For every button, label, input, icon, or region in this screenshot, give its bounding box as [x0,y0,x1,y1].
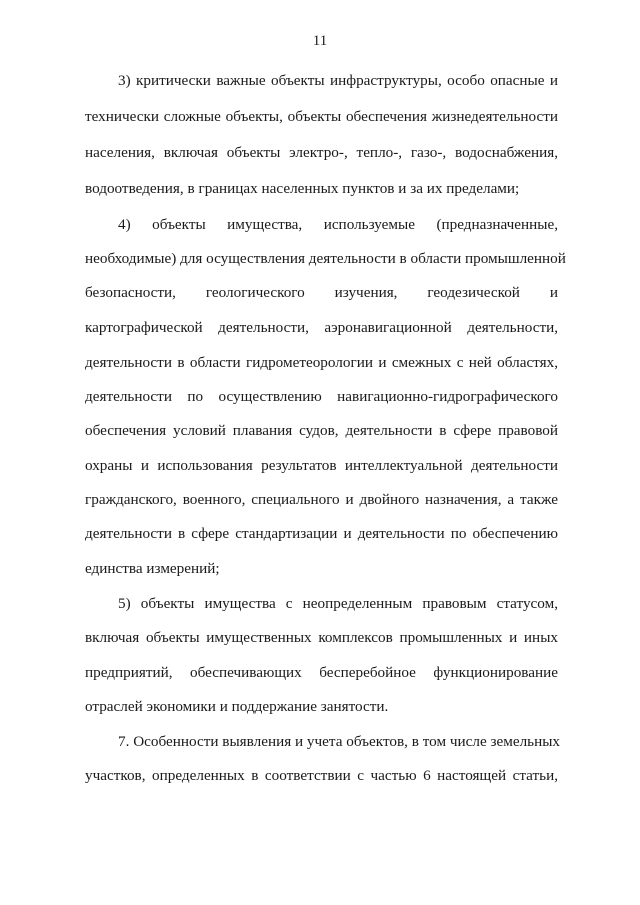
text-line: необходимые) для осуществления деятельности в области промышленной [85,250,566,267]
text-line: охраны и использования результатов интеллектуальной деятельности [85,457,558,474]
text-line: водоотведения, в границах населенных пунктов и за их пределами; [85,180,520,197]
text-line: картографической деятельности, аэронавигационной деятельности, [85,319,558,336]
text-line: 3) критически важные объекты инфраструктуры, особо опасные и [118,72,558,89]
text-line: 4) объекты имущества, используемые (предназначенные, [118,216,558,233]
text-line: 5) объекты имущества с неопределенным правовым статусом, [118,595,558,612]
text-line: деятельности в области гидрометеорологии и смежных с ней областях, [85,354,558,371]
text-line: деятельности в сфере стандартизации и деятельности по обеспечению [85,525,558,542]
text-line: населения, включая объекты электро-, тепло-, газо-, водоснабжения, [85,144,558,161]
text-line: гражданского, военного, специального и двойного назначения, а также [85,491,558,508]
text-line: технически сложные объекты, объекты обеспечения жизнедеятельности [85,108,558,125]
text-line: отраслей экономики и поддержание занятости. [85,698,389,715]
text-line: единства измерений; [85,560,220,577]
text-line: участков, определенных в соответствии с частью 6 настоящей статьи, [85,767,558,784]
text-line: деятельности по осуществлению навигационно-гидрографического [85,388,558,405]
text-line: безопасности, геологического изучения, геодезической и [85,284,558,301]
text-line: 7. Особенности выявления и учета объектов, в том числе земельных [118,733,561,750]
text-line: предприятий, обеспечивающих бесперебойное функционирование [85,664,558,681]
page-number: 11 [312,33,328,49]
text-line: включая объекты имущественных комплексов промышленных и иных [85,629,558,646]
text-line: обеспечения условий плавания судов, деятельности в сфере правовой [85,422,558,439]
